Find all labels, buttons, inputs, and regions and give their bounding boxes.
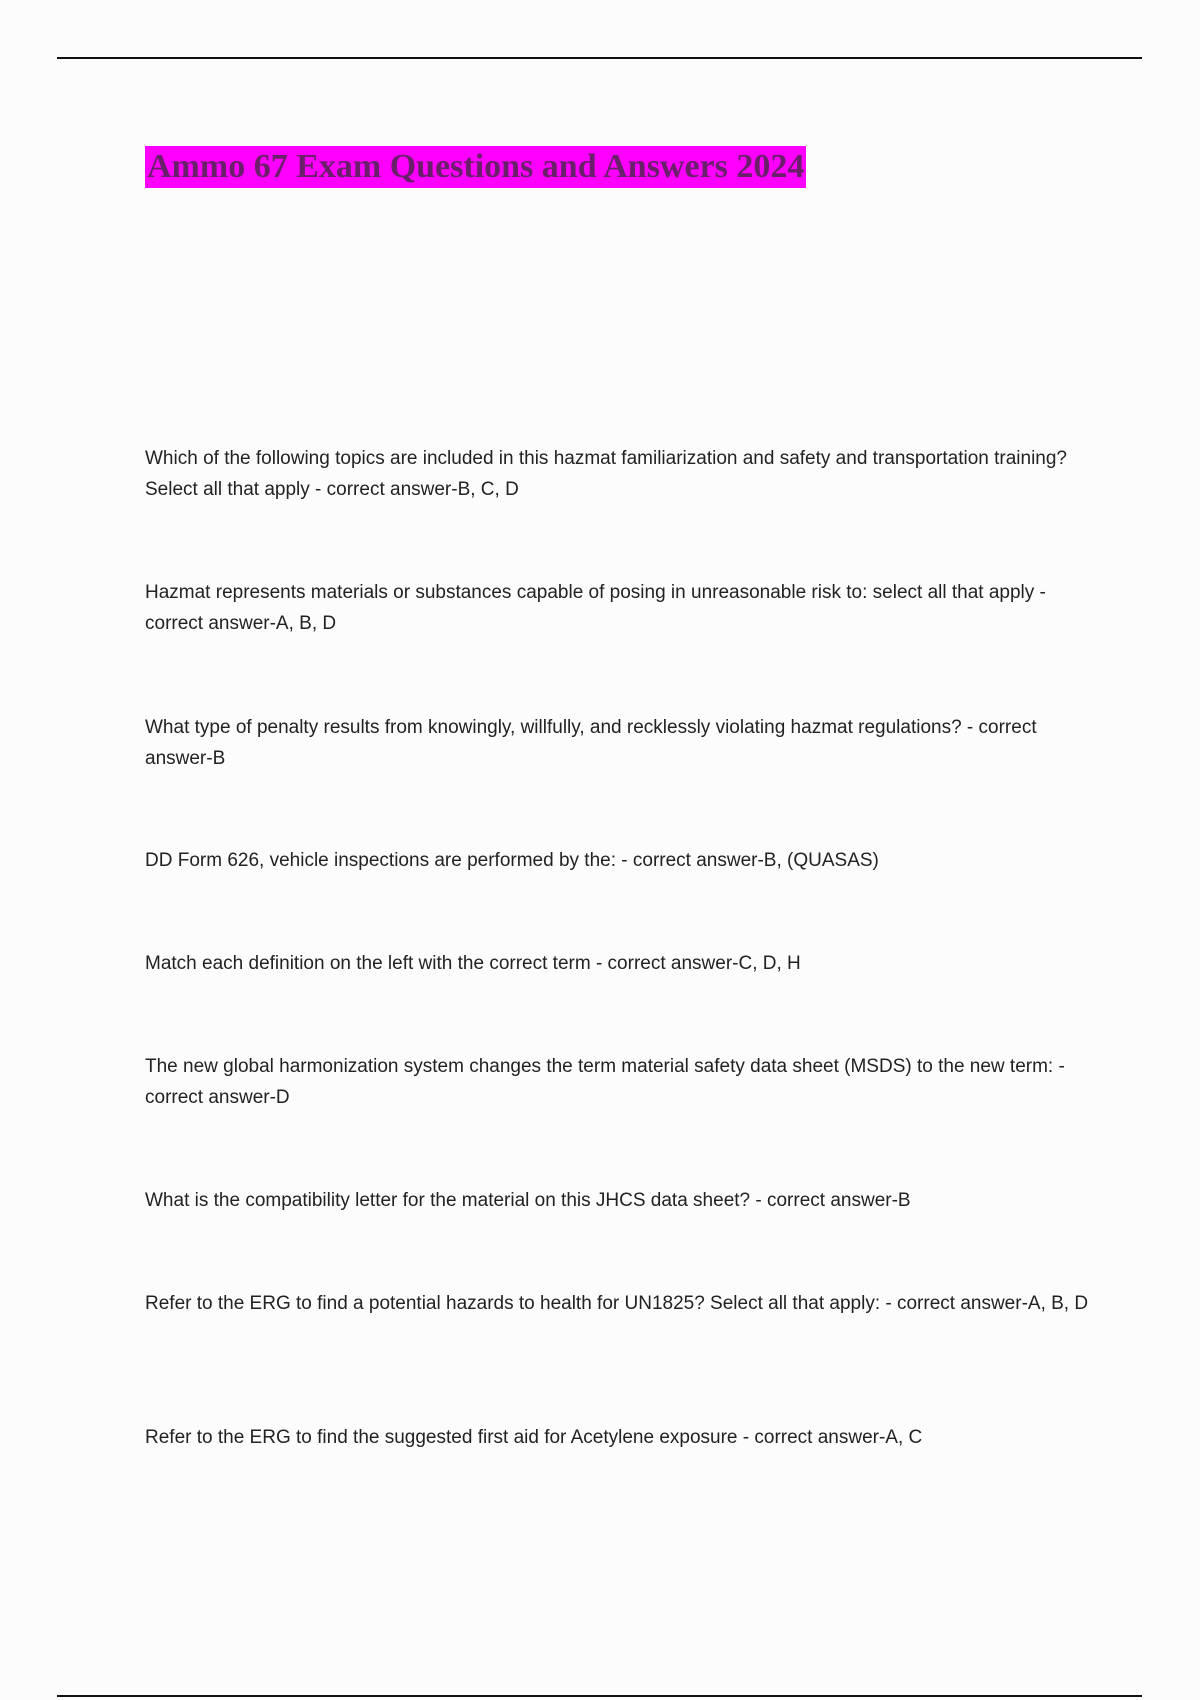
bottom-rule xyxy=(57,1695,1142,1697)
qa-item-5: Match each definition on the left with the correct term - correct answer-C, D, H xyxy=(145,953,801,974)
qa-item-2: Hazmat represents materials or substances capable of posing in unreasonable risk to: select all that apply - correct answer-A, B, D xyxy=(145,582,1046,634)
qa-item-4: DD Form 626, vehicle inspections are performed by the: - correct answer-B, (QUASAS) xyxy=(145,850,879,871)
qa-item-6: The new global harmonization system changes the term material safety data sheet (MSDS) to the new term: - correct answer-D xyxy=(145,1056,1065,1108)
top-rule xyxy=(57,57,1142,59)
qa-item-1: Which of the following topics are included in this hazmat familiarization and safety and transportation training? Select all that apply - correct answer-B, C, D xyxy=(145,448,1068,500)
title-block xyxy=(145,146,806,188)
qa-item-8: Refer to the ERG to find a potential hazards to health for UN1825? Select all that apply: - correct answer-A, B, D xyxy=(145,1293,1089,1314)
qa-item-3: What type of penalty results from knowingly, willfully, and recklessly violating hazmat regulations? - correct answer-B xyxy=(145,717,1037,769)
document-title: Ammo 67 Exam Questions and Answers 2024 xyxy=(145,146,806,188)
qa-item-9: Refer to the ERG to find the suggested first aid for Acetylene exposure - correct answer-A, C xyxy=(145,1427,923,1448)
qa-item-7: What is the compatibility letter for the material on this JHCS data sheet? - correct answer-B xyxy=(145,1190,911,1211)
